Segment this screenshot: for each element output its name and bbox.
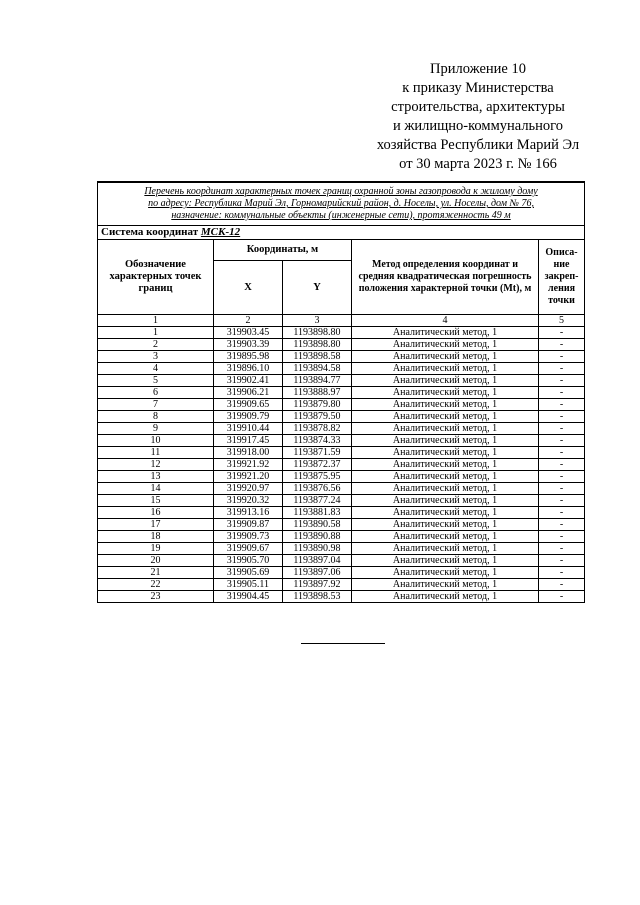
- description-cell: -: [539, 351, 585, 363]
- column-number: 3: [283, 315, 352, 327]
- y-cell: 1193878.82: [283, 423, 352, 435]
- x-cell: 319905.70: [214, 555, 283, 567]
- x-cell: 319905.69: [214, 567, 283, 579]
- description-cell: -: [539, 363, 585, 375]
- x-cell: 319895.98: [214, 351, 283, 363]
- description-cell: -: [539, 399, 585, 411]
- x-cell: 319913.16: [214, 507, 283, 519]
- table-row: [98, 567, 585, 579]
- x-cell: 319910.44: [214, 423, 283, 435]
- table-row: [98, 375, 585, 387]
- description-cell: -: [539, 531, 585, 543]
- method-cell: Аналитический метод, 1: [352, 411, 539, 423]
- description-cell: -: [539, 435, 585, 447]
- description-cell: -: [539, 423, 585, 435]
- table-row: [98, 399, 585, 411]
- table-row: [98, 507, 585, 519]
- table-row: [98, 339, 585, 351]
- table-row: [98, 459, 585, 471]
- x-cell: 319909.73: [214, 531, 283, 543]
- y-cell: 1193875.95: [283, 471, 352, 483]
- appendix-line: к приказу Министерства: [402, 80, 554, 96]
- point-number-cell: 20: [98, 555, 214, 567]
- point-number-cell: 9: [98, 423, 214, 435]
- point-number-cell: 18: [98, 531, 214, 543]
- x-cell: 319918.00: [214, 447, 283, 459]
- x-cell: 319921.92: [214, 459, 283, 471]
- appendix-line: Приложение 10: [430, 61, 526, 77]
- description-cell: -: [539, 543, 585, 555]
- description-cell: -: [539, 555, 585, 567]
- x-cell: 319909.65: [214, 399, 283, 411]
- description-cell: -: [539, 387, 585, 399]
- y-cell: 1193877.24: [283, 495, 352, 507]
- appendix-line: строительства, архитектуры: [391, 99, 565, 115]
- caption-line: по адресу: Республика Марий Эл, Горномарийский район, д. Носелы, ул. Носелы, дом № 76,: [148, 198, 534, 209]
- y-cell: 1193898.80: [283, 327, 352, 339]
- column-number: 5: [539, 315, 585, 327]
- method-cell: Аналитический метод, 1: [352, 387, 539, 399]
- method-cell: Аналитический метод, 1: [352, 471, 539, 483]
- description-cell: -: [539, 447, 585, 459]
- table-row: [98, 591, 585, 603]
- table-row: [98, 495, 585, 507]
- method-cell: Аналитический метод, 1: [352, 531, 539, 543]
- point-number-cell: 11: [98, 447, 214, 459]
- x-cell: 319909.67: [214, 543, 283, 555]
- y-cell: 1193894.77: [283, 375, 352, 387]
- table-row: [98, 555, 585, 567]
- method-cell: Аналитический метод, 1: [352, 579, 539, 591]
- coordinate-system-value: МСК-12: [200, 226, 241, 238]
- header-method: Метод определения координат и средняя квадратическая погрешность положения характерной точки (Mt), м: [352, 240, 539, 315]
- coordinates-table: [97, 181, 585, 603]
- method-cell: Аналитический метод, 1: [352, 435, 539, 447]
- table-row: [98, 579, 585, 591]
- description-cell: -: [539, 471, 585, 483]
- column-numbers-row: [98, 315, 585, 327]
- table-caption: [98, 182, 585, 226]
- appendix-line: и жилищно-коммунального: [392, 118, 564, 134]
- point-number-cell: 4: [98, 363, 214, 375]
- header-description: Описа-ние закреп-ления точки: [539, 240, 585, 315]
- appendix-line: от 30 марта 2023 г. № 166: [399, 156, 557, 172]
- y-cell: 1193888.97: [283, 387, 352, 399]
- description-cell: -: [539, 591, 585, 603]
- description-cell: -: [539, 579, 585, 591]
- appendix-header: [348, 60, 608, 174]
- point-number-cell: 23: [98, 591, 214, 603]
- y-cell: 1193898.53: [283, 591, 352, 603]
- y-cell: 1193890.98: [283, 543, 352, 555]
- table-row: [98, 543, 585, 555]
- point-number-cell: 16: [98, 507, 214, 519]
- method-cell: Аналитический метод, 1: [352, 363, 539, 375]
- description-cell: -: [539, 459, 585, 471]
- point-number-cell: 22: [98, 579, 214, 591]
- method-cell: Аналитический метод, 1: [352, 483, 539, 495]
- point-number-cell: 3: [98, 351, 214, 363]
- point-number-cell: 10: [98, 435, 214, 447]
- table-row: [98, 519, 585, 531]
- point-number-cell: 17: [98, 519, 214, 531]
- description-cell: -: [539, 567, 585, 579]
- x-cell: 319909.79: [214, 411, 283, 423]
- header-x: X: [214, 261, 283, 315]
- point-number-cell: 14: [98, 483, 214, 495]
- y-cell: 1193879.80: [283, 399, 352, 411]
- method-cell: Аналитический метод, 1: [352, 495, 539, 507]
- table-row: [98, 447, 585, 459]
- column-number: 2: [214, 315, 283, 327]
- y-cell: 1193872.37: [283, 459, 352, 471]
- table-row: [98, 387, 585, 399]
- y-cell: 1193894.58: [283, 363, 352, 375]
- header-coordinates: Координаты, м: [214, 240, 352, 261]
- y-cell: 1193879.50: [283, 411, 352, 423]
- x-cell: 319920.97: [214, 483, 283, 495]
- method-cell: Аналитический метод, 1: [352, 555, 539, 567]
- method-cell: Аналитический метод, 1: [352, 447, 539, 459]
- point-number-cell: 21: [98, 567, 214, 579]
- method-cell: Аналитический метод, 1: [352, 519, 539, 531]
- method-cell: Аналитический метод, 1: [352, 507, 539, 519]
- table-row: [98, 531, 585, 543]
- y-cell: 1193881.83: [283, 507, 352, 519]
- y-cell: 1193897.06: [283, 567, 352, 579]
- y-cell: 1193897.92: [283, 579, 352, 591]
- table-row: [98, 363, 585, 375]
- method-cell: Аналитический метод, 1: [352, 543, 539, 555]
- description-cell: -: [539, 483, 585, 495]
- x-cell: 319903.45: [214, 327, 283, 339]
- x-cell: 319903.39: [214, 339, 283, 351]
- x-cell: 319896.10: [214, 363, 283, 375]
- coordinate-system: [98, 226, 585, 240]
- y-cell: 1193871.59: [283, 447, 352, 459]
- table-row: [98, 327, 585, 339]
- y-cell: 1193898.58: [283, 351, 352, 363]
- point-number-cell: 5: [98, 375, 214, 387]
- description-cell: -: [539, 375, 585, 387]
- point-number-cell: 7: [98, 399, 214, 411]
- method-cell: Аналитический метод, 1: [352, 339, 539, 351]
- method-cell: Аналитический метод, 1: [352, 459, 539, 471]
- method-cell: Аналитический метод, 1: [352, 567, 539, 579]
- table-row: [98, 483, 585, 495]
- point-number-cell: 12: [98, 459, 214, 471]
- method-cell: Аналитический метод, 1: [352, 591, 539, 603]
- column-number: 1: [98, 315, 214, 327]
- x-cell: 319917.45: [214, 435, 283, 447]
- description-cell: -: [539, 339, 585, 351]
- y-cell: 1193897.04: [283, 555, 352, 567]
- point-number-cell: 6: [98, 387, 214, 399]
- method-cell: Аналитический метод, 1: [352, 375, 539, 387]
- caption-line: Перечень координат характерных точек границ охранной зоны газопровода к жилому дому: [144, 186, 538, 197]
- appendix-line: хозяйства Республики Марий Эл: [376, 137, 580, 153]
- x-cell: 319905.11: [214, 579, 283, 591]
- table-row: [98, 471, 585, 483]
- y-cell: 1193874.33: [283, 435, 352, 447]
- x-cell: 319904.45: [214, 591, 283, 603]
- header-point: Обозначение характерных точек границ: [98, 240, 214, 315]
- y-cell: 1193876.56: [283, 483, 352, 495]
- table-rows: [98, 327, 585, 603]
- method-cell: Аналитический метод, 1: [352, 399, 539, 411]
- y-cell: 1193890.88: [283, 531, 352, 543]
- description-cell: -: [539, 519, 585, 531]
- coordinate-system-label: Система координат: [101, 226, 199, 238]
- x-cell: 319909.87: [214, 519, 283, 531]
- header-y: Y: [283, 261, 352, 315]
- caption-line: назначение: коммунальные объекты (инженерные сети), протяженность 49 м: [171, 210, 511, 221]
- x-cell: 319920.32: [214, 495, 283, 507]
- y-cell: 1193898.80: [283, 339, 352, 351]
- table-row: [98, 423, 585, 435]
- table-row: [98, 435, 585, 447]
- method-cell: Аналитический метод, 1: [352, 327, 539, 339]
- point-number-cell: 13: [98, 471, 214, 483]
- description-cell: -: [539, 411, 585, 423]
- point-number-cell: 2: [98, 339, 214, 351]
- method-cell: Аналитический метод, 1: [352, 423, 539, 435]
- description-cell: -: [539, 495, 585, 507]
- point-number-cell: 15: [98, 495, 214, 507]
- column-number: 4: [352, 315, 539, 327]
- point-number-cell: 8: [98, 411, 214, 423]
- y-cell: 1193890.58: [283, 519, 352, 531]
- closing-rule: [301, 643, 385, 644]
- x-cell: 319921.20: [214, 471, 283, 483]
- table-row: [98, 411, 585, 423]
- x-cell: 319902.41: [214, 375, 283, 387]
- method-cell: Аналитический метод, 1: [352, 351, 539, 363]
- point-number-cell: 1: [98, 327, 214, 339]
- point-number-cell: 19: [98, 543, 214, 555]
- x-cell: 319906.21: [214, 387, 283, 399]
- description-cell: -: [539, 507, 585, 519]
- description-cell: -: [539, 327, 585, 339]
- table-row: [98, 351, 585, 363]
